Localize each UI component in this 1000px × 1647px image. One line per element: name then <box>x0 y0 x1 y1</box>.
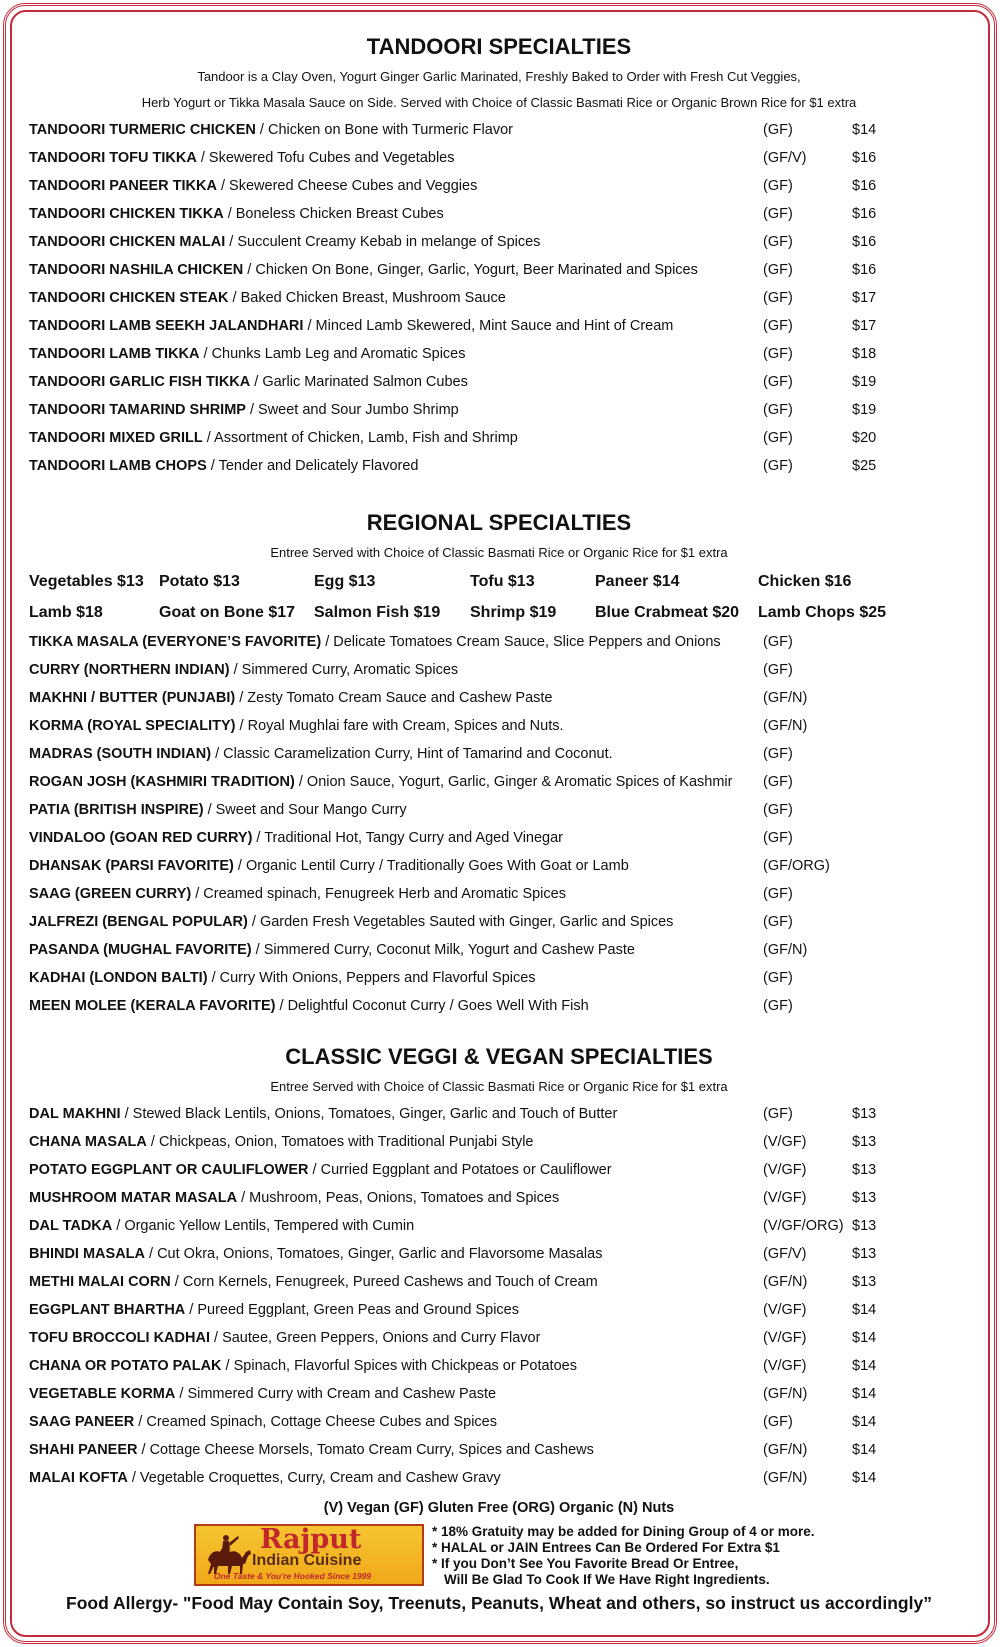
menu-item <box>29 712 564 740</box>
menu-item-diet-tag: (GF) <box>763 122 793 138</box>
protein-price: Chicken $16 <box>758 573 852 590</box>
menu-item-name: MADRAS (SOUTH INDIAN) <box>29 746 212 762</box>
menu-item-name: TANDOORI PANEER TIKKA <box>29 178 217 194</box>
menu-item <box>29 1464 501 1492</box>
protein-price: Lamb Chops $25 <box>758 604 887 621</box>
menu-item-description: / Delicate Tomatoes Cream Sauce, Slice Peppers and Onions <box>321 634 721 650</box>
menu-item-description: / Pureed Eggplant, Green Peas and Ground Spices <box>185 1302 519 1318</box>
logo-title: Rajput <box>260 1524 362 1555</box>
menu-item-name: TANDOORI LAMB TIKKA <box>29 346 200 362</box>
menu-item-diet-tag: (V/GF/ORG) <box>763 1218 844 1234</box>
menu-item-description: / Onion Sauce, Yogurt, Garlic, Ginger & Aromatic Spices of Kashmir <box>294 774 733 790</box>
menu-item <box>29 452 418 480</box>
menu-item-diet-tag: (GF) <box>763 346 793 362</box>
menu-item <box>29 200 444 228</box>
menu-item-name: KORMA (ROYAL SPECIALITY) <box>29 718 236 734</box>
regional-subtitle: Entree Served with Choice of Classic Basmati Rice or Organic Rice for $1 extra <box>270 545 728 560</box>
menu-item-row <box>29 1324 969 1352</box>
menu-item-diet-tag: (GF) <box>763 970 793 986</box>
menu-item-diet-tag: (V/GF) <box>763 1190 807 1206</box>
menu-item-row <box>29 768 969 796</box>
menu-item-description: / Curried Eggplant and Potatoes or Cauliflower <box>308 1162 612 1178</box>
menu-item <box>29 1156 612 1184</box>
menu-item-diet-tag: (GF) <box>763 290 793 306</box>
menu-item-diet-tag: (GF) <box>763 430 793 446</box>
note-custom-order-cont: Will Be Glad To Cook If We Have Right Ingredients. <box>444 1572 770 1587</box>
menu-item-description: / Chicken On Bone, Ginger, Garlic, Yogurt, Beer Marinated and Spices <box>243 262 698 278</box>
menu-item <box>29 1100 617 1128</box>
menu-item-name: VINDALOO (GOAN RED CURRY) <box>29 830 253 846</box>
menu-item-description: / Chicken on Bone with Turmeric Flavor <box>255 122 513 138</box>
menu-item-row <box>29 656 969 684</box>
veggie-title: CLASSIC VEGGI & VEGAN SPECIALTIES <box>285 1044 713 1069</box>
menu-item-name: EGGPLANT BHARTHA <box>29 1302 186 1318</box>
menu-item <box>29 144 455 172</box>
menu-item-description: / Simmered Curry, Aromatic Spices <box>229 662 459 678</box>
menu-item-description: / Garlic Marinated Salmon Cubes <box>250 374 468 390</box>
protein-price: Salmon Fish $19 <box>314 604 441 621</box>
protein-price: Shrimp $19 <box>470 604 557 621</box>
menu-item-diet-tag: (GF) <box>763 662 793 678</box>
menu-item-diet-tag: (GF/N) <box>763 718 808 734</box>
menu-item-diet-tag: (GF) <box>763 886 793 902</box>
menu-item-row <box>29 284 969 312</box>
menu-item-row <box>29 144 969 172</box>
menu-item-price: $14 <box>852 1302 877 1318</box>
menu-item-description: / Tender and Delicately Flavored <box>206 458 419 474</box>
regional-item-list <box>29 628 969 1020</box>
menu-item-name: CHANA OR POTATO PALAK <box>29 1358 222 1374</box>
menu-item-row <box>29 1464 969 1492</box>
menu-item-description: / Creamed Spinach, Cottage Cheese Cubes and Spices <box>134 1414 497 1430</box>
section-gap <box>29 480 969 506</box>
menu-item-price: $13 <box>852 1106 877 1122</box>
menu-item-price: $14 <box>852 1330 877 1346</box>
menu-item-diet-tag: (GF) <box>763 262 793 278</box>
menu-item-row <box>29 228 969 256</box>
menu-item <box>29 740 613 768</box>
menu-item <box>29 1296 519 1324</box>
menu-item-price: $13 <box>852 1246 877 1262</box>
dietary-legend: (V) Vegan (GF) Gluten Free (ORG) Organic (N) Nuts <box>323 1500 675 1516</box>
menu-item <box>29 256 698 284</box>
menu-item-price: $17 <box>852 290 877 306</box>
menu-item <box>29 368 468 396</box>
menu-item-description: / Baked Chicken Breast, Mushroom Sauce <box>228 290 506 306</box>
menu-item-name: POTATO EGGPLANT OR CAULIFLOWER <box>29 1162 309 1178</box>
menu-item-row <box>29 1380 969 1408</box>
menu-item-row <box>29 908 969 936</box>
menu-item-diet-tag: (GF) <box>763 318 793 334</box>
menu-item-description: / Simmered Curry, Coconut Milk, Yogurt and Cashew Paste <box>251 942 635 958</box>
menu-item-price: $14 <box>852 1414 877 1430</box>
menu-item-name: MALAI KOFTA <box>29 1470 128 1486</box>
food-allergy-notice: Food Allergy- "Food May Contain Soy, Treenuts, Peanuts, Wheat and others, so instruct us accordingly” <box>66 1593 932 1613</box>
menu-item <box>29 312 673 340</box>
menu-item-description: / Stewed Black Lentils, Onions, Tomatoes, Ginger, Garlic and Touch of Butter <box>120 1106 618 1122</box>
menu-item-name: TANDOORI LAMB CHOPS <box>29 458 207 474</box>
logo-subtitle: Indian Cuisine <box>252 1552 362 1569</box>
menu-item-description: / Sweet and Sour Jumbo Shrimp <box>245 402 459 418</box>
menu-item <box>29 1352 577 1380</box>
menu-item <box>29 628 721 656</box>
menu-item-row <box>29 1240 969 1268</box>
menu-item-description: / Boneless Chicken Breast Cubes <box>223 206 444 222</box>
menu-item-diet-tag: (GF) <box>763 746 793 762</box>
menu-item-price: $14 <box>852 1442 877 1458</box>
policy-notes <box>432 1524 815 1588</box>
menu-item-diet-tag: (GF/N) <box>763 690 808 706</box>
menu-item-description: / Delightful Coconut Curry / Goes Well With Fish <box>275 998 589 1014</box>
menu-item-price: $14 <box>852 1386 877 1402</box>
menu-item-row <box>29 1100 969 1128</box>
menu-item-name: TANDOORI TOFU TIKKA <box>29 150 197 166</box>
menu-item-description: / Mushroom, Peas, Onions, Tomatoes and Spices <box>237 1190 560 1206</box>
menu-item-price: $14 <box>852 122 877 138</box>
menu-item-name: TANDOORI MIXED GRILL <box>29 430 203 446</box>
menu-item-description: / Cottage Cheese Morsels, Tomato Cream Curry, Spices and Cashews <box>137 1442 594 1458</box>
menu-item-price: $19 <box>852 402 877 418</box>
menu-item <box>29 172 477 200</box>
menu-item-description: / Chickpeas, Onion, Tomatoes with Traditional Punjabi Style <box>146 1134 534 1150</box>
protein-price-grid <box>29 566 969 628</box>
menu-item-row <box>29 1268 969 1296</box>
menu-item-description: / Skewered Cheese Cubes and Veggies <box>216 178 478 194</box>
tandoori-subtitle-1: Tandoor is a Clay Oven, Yogurt Ginger Garlic Marinated, Freshly Baked to Order with Fresh Cut Veggies, <box>197 69 801 84</box>
menu-item-row <box>29 824 969 852</box>
menu-item-description: / Royal Mughlai fare with Cream, Spices and Nuts. <box>235 718 564 734</box>
menu-item-row <box>29 964 969 992</box>
menu-item-row <box>29 116 969 144</box>
menu-item-diet-tag: (GF/N) <box>763 1470 808 1486</box>
menu-item-row <box>29 712 969 740</box>
protein-price: Egg $13 <box>314 573 376 590</box>
menu-item-row <box>29 852 969 880</box>
menu-item-price: $13 <box>852 1218 877 1234</box>
menu-item <box>29 1408 497 1436</box>
menu-item-name: METHI MALAI CORN <box>29 1274 171 1290</box>
menu-item <box>29 852 629 880</box>
regional-title: REGIONAL SPECIALTIES <box>366 510 632 535</box>
menu-item-name: VEGETABLE KORMA <box>29 1386 176 1402</box>
menu-item-name: CURRY (NORTHERN INDIAN) <box>29 662 230 678</box>
menu-item-description: / Curry With Onions, Peppers and Flavorful Spices <box>207 970 536 986</box>
menu-item-row <box>29 936 969 964</box>
menu-item-row <box>29 312 969 340</box>
menu-item-price: $19 <box>852 374 877 390</box>
menu-item-row <box>29 1184 969 1212</box>
menu-item-price: $20 <box>852 430 877 446</box>
menu-item <box>29 1184 559 1212</box>
menu-item-diet-tag: (GF/V) <box>763 150 807 166</box>
menu-item-name: TIKKA MASALA (EVERYONE’S FAVORITE) <box>29 634 322 650</box>
menu-item <box>29 1212 414 1240</box>
menu-item-name: PASANDA (MUGHAL FAVORITE) <box>29 942 252 958</box>
menu-item-diet-tag: (V/GF) <box>763 1302 807 1318</box>
veggie-item-list <box>29 1100 969 1492</box>
menu-item-price: $16 <box>852 206 877 222</box>
menu-item-row <box>29 796 969 824</box>
menu-item-description: / Cut Okra, Onions, Tomatoes, Ginger, Garlic and Flavorsome Masalas <box>145 1246 603 1262</box>
menu-item <box>29 824 563 852</box>
menu-item-price: $14 <box>852 1358 877 1374</box>
menu-item-diet-tag: (GF) <box>763 1414 793 1430</box>
note-gratuity: * 18% Gratuity may be added for Dining Group of 4 or more. <box>432 1524 815 1539</box>
tandoori-item-list <box>29 116 969 480</box>
menu-item-name: TANDOORI CHICKEN STEAK <box>29 290 229 306</box>
menu-item-name: BHINDI MASALA <box>29 1246 145 1262</box>
menu-item-price: $25 <box>852 458 877 474</box>
menu-item-name: MAKHNI / BUTTER (PUNJABI) <box>29 690 236 706</box>
menu-item-name: PATIA (BRITISH INSPIRE) <box>29 802 204 818</box>
menu-item-diet-tag: (V/GF) <box>763 1134 807 1150</box>
note-halal-jain: * HALAL or JAIN Entrees Can Be Ordered For Extra $1 <box>432 1540 780 1555</box>
menu-item-row <box>29 424 969 452</box>
menu-item-description: / Creamed spinach, Fenugreek Herb and Aromatic Spices <box>191 886 566 902</box>
menu-item-diet-tag: (GF/V) <box>763 1246 807 1262</box>
menu-item-description: / Sweet and Sour Mango Curry <box>203 802 407 818</box>
menu-item-name: ROGAN JOSH (KASHMIRI TRADITION) <box>29 774 295 790</box>
menu-item-price: $16 <box>852 178 877 194</box>
menu-item-description: / Simmered Curry with Cream and Cashew Paste <box>175 1386 497 1402</box>
menu-item-diet-tag: (GF/N) <box>763 942 808 958</box>
menu-item-description: / Traditional Hot, Tangy Curry and Aged Vinegar <box>252 830 564 846</box>
menu-item-diet-tag: (GF) <box>763 914 793 930</box>
menu-item-row <box>29 1352 969 1380</box>
menu-content <box>29 30 969 1618</box>
menu-item-price: $16 <box>852 234 877 250</box>
menu-item <box>29 992 589 1020</box>
protein-price: Blue Crabmeat $20 <box>595 604 740 621</box>
menu-item-name: KADHAI (LONDON BALTI) <box>29 970 208 986</box>
menu-item-row <box>29 740 969 768</box>
menu-item <box>29 284 506 312</box>
menu-item-name: DHANSAK (PARSI FAVORITE) <box>29 858 234 874</box>
menu-item-diet-tag: (GF) <box>763 1106 793 1122</box>
menu-item-price: $16 <box>852 262 877 278</box>
menu-item <box>29 684 553 712</box>
note-custom-order: * If you Don’t See You Favorite Bread Or Entree, <box>432 1556 739 1571</box>
menu-item-row <box>29 452 969 480</box>
menu-item-row <box>29 1408 969 1436</box>
menu-item-description: / Chunks Lamb Leg and Aromatic Spices <box>199 346 466 362</box>
menu-item-row <box>29 628 969 656</box>
menu-item-description: / Organic Yellow Lentils, Tempered with Cumin <box>112 1218 415 1234</box>
menu-item-description: / Corn Kernels, Fenugreek, Pureed Cashews and Touch of Cream <box>170 1274 598 1290</box>
menu-item <box>29 424 518 452</box>
menu-item-row <box>29 1128 969 1156</box>
menu-item-description: / Zesty Tomato Cream Sauce and Cashew Paste <box>235 690 553 706</box>
menu-item <box>29 116 513 144</box>
menu-item <box>29 1268 598 1296</box>
menu-item-name: MEEN MOLEE (KERALA FAVORITE) <box>29 998 276 1014</box>
menu-item-name: DAL MAKHNI <box>29 1106 121 1122</box>
menu-item-name: JALFREZI (BENGAL POPULAR) <box>29 914 248 930</box>
menu-item-description: / Skewered Tofu Cubes and Vegetables <box>196 150 455 166</box>
menu-item-diet-tag: (GF/N) <box>763 1274 808 1290</box>
menu-item-name: TANDOORI LAMB SEEKH JALANDHARI <box>29 318 304 334</box>
menu-item-description: / Classic Caramelization Curry, Hint of Tamarind and Coconut. <box>211 746 613 762</box>
menu-item-description: / Minced Lamb Skewered, Mint Sauce and Hint of Cream <box>303 318 674 334</box>
menu-item-row <box>29 1212 969 1240</box>
menu-item <box>29 796 407 824</box>
menu-item-price: $13 <box>852 1134 877 1150</box>
footer-block <box>29 1522 969 1588</box>
menu-item-diet-tag: (GF) <box>763 830 793 846</box>
menu-item-price: $14 <box>852 1470 877 1486</box>
protein-price: Paneer $14 <box>595 573 680 590</box>
menu-item-name: MUSHROOM MATAR MASALA <box>29 1190 238 1206</box>
menu-item <box>29 1324 540 1352</box>
menu-item-diet-tag: (GF) <box>763 178 793 194</box>
menu-item <box>29 396 459 424</box>
menu-item-diet-tag: (GF) <box>763 802 793 818</box>
menu-item-price: $13 <box>852 1162 877 1178</box>
menu-item-row <box>29 684 969 712</box>
menu-item-price: $13 <box>852 1190 877 1206</box>
menu-item-name: SAAG (GREEN CURRY) <box>29 886 192 902</box>
menu-item-row <box>29 256 969 284</box>
menu-item-price: $16 <box>852 150 877 166</box>
menu-item <box>29 1380 496 1408</box>
menu-item-diet-tag: (V/GF) <box>763 1162 807 1178</box>
menu-item <box>29 908 673 936</box>
menu-item-description: / Spinach, Flavorful Spices with Chickpeas or Potatoes <box>221 1358 577 1374</box>
tandoori-subtitle-2: Herb Yogurt or Tikka Masala Sauce on Side. Served with Choice of Classic Basmati Rice or Organic Brown Rice for $1 extra <box>141 95 857 110</box>
menu-item-diet-tag: (GF/N) <box>763 1386 808 1402</box>
menu-item-name: TANDOORI TURMERIC CHICKEN <box>29 122 256 138</box>
menu-item-diet-tag: (GF) <box>763 374 793 390</box>
menu-item-name: TANDOORI GARLIC FISH TIKKA <box>29 374 251 390</box>
protein-price: Lamb $18 <box>29 604 103 621</box>
menu-item-name: TANDOORI CHICKEN MALAI <box>29 234 226 250</box>
protein-price: Goat on Bone $17 <box>159 604 296 621</box>
menu-item-diet-tag: (V/GF) <box>763 1330 807 1346</box>
menu-item-diet-tag: (GF) <box>763 458 793 474</box>
menu-item-row <box>29 368 969 396</box>
menu-item-diet-tag: (GF) <box>763 206 793 222</box>
menu-item-price: $18 <box>852 346 877 362</box>
menu-item-description: / Garden Fresh Vegetables Sauted with Ginger, Garlic and Spices <box>247 914 674 930</box>
menu-item <box>29 656 458 684</box>
menu-item-diet-tag: (GF) <box>763 774 793 790</box>
menu-item-name: TOFU BROCCOLI KADHAI <box>29 1330 210 1346</box>
menu-item-description: / Sautee, Green Peppers, Onions and Curry Flavor <box>209 1330 541 1346</box>
menu-item-diet-tag: (GF) <box>763 402 793 418</box>
menu-item-row <box>29 880 969 908</box>
menu-item-row <box>29 340 969 368</box>
menu-item <box>29 340 465 368</box>
menu-item-name: TANDOORI TAMARIND SHRIMP <box>29 402 246 418</box>
menu-item-name: CHANA MASALA <box>29 1134 147 1150</box>
menu-item-diet-tag: (V/GF) <box>763 1358 807 1374</box>
menu-item <box>29 768 732 796</box>
menu-item-description: / Succulent Creamy Kebab in melange of Spices <box>225 234 541 250</box>
menu-item <box>29 1128 533 1156</box>
menu-item-row <box>29 1296 969 1324</box>
menu-item-row <box>29 1156 969 1184</box>
menu-item-description: / Organic Lentil Curry / Traditionally Goes With Goat or Lamb <box>233 858 629 874</box>
menu-item-row <box>29 992 969 1020</box>
menu-item-name: TANDOORI NASHILA CHICKEN <box>29 262 244 278</box>
menu-item-diet-tag: (GF) <box>763 634 793 650</box>
menu-item-description: / Vegetable Croquettes, Curry, Cream and Cashew Gravy <box>127 1470 501 1486</box>
protein-price: Vegetables $13 <box>29 573 144 590</box>
menu-item <box>29 964 536 992</box>
menu-item-name: DAL TADKA <box>29 1218 113 1234</box>
menu-item-row <box>29 200 969 228</box>
menu-item-name: SHAHI PANEER <box>29 1442 138 1458</box>
menu-item <box>29 880 566 908</box>
menu-item <box>29 1240 602 1268</box>
menu-item-name: TANDOORI CHICKEN TIKKA <box>29 206 224 222</box>
menu-item-name: SAAG PANEER <box>29 1414 135 1430</box>
menu-item-price: $17 <box>852 318 877 334</box>
menu-item <box>29 936 635 964</box>
menu-item <box>29 1436 594 1464</box>
menu-item-description: / Assortment of Chicken, Lamb, Fish and Shrimp <box>202 430 518 446</box>
protein-price: Potato $13 <box>159 573 240 590</box>
menu-item-row <box>29 172 969 200</box>
logo-tagline: One Taste & You're Hooked Since 1999 <box>214 1571 372 1581</box>
menu-item-row <box>29 396 969 424</box>
menu-item-diet-tag: (GF/ORG) <box>763 858 830 874</box>
menu-item <box>29 228 540 256</box>
protein-price: Tofu $13 <box>470 573 535 590</box>
tandoori-title: TANDOORI SPECIALTIES <box>366 34 632 59</box>
camel-rider-icon <box>202 1530 254 1576</box>
menu-item-price: $13 <box>852 1274 877 1290</box>
menu-item-row <box>29 1436 969 1464</box>
section-gap <box>29 1020 969 1040</box>
veggie-subtitle: Entree Served with Choice of Classic Basmati Rice or Organic Rice for $1 extra <box>270 1079 728 1094</box>
menu-item-diet-tag: (GF) <box>763 998 793 1014</box>
menu-item-diet-tag: (GF/N) <box>763 1442 808 1458</box>
restaurant-logo <box>194 1524 424 1586</box>
menu-item-diet-tag: (GF) <box>763 234 793 250</box>
